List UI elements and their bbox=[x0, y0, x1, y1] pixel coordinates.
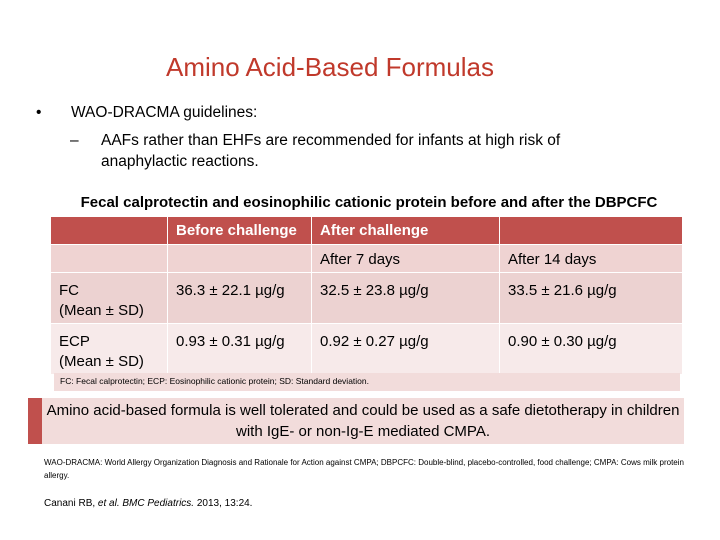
sub-bullet-text: AAFs rather than EHFs are recommended for infants at high risk of anaphylactic reactions. bbox=[101, 132, 561, 170]
row-label-cell: FC (Mean ± SD) bbox=[51, 273, 168, 324]
citation-etal: et al. bbox=[97, 498, 120, 509]
table-caption: Fecal calprotectin and eosinophilic cationic protein before and after the DBPCFC bbox=[80, 194, 658, 211]
subheader-cell: After 14 days bbox=[500, 245, 683, 273]
bullet-list bbox=[36, 104, 621, 172]
header-cell: Before challenge bbox=[168, 217, 312, 245]
table-footnote: FC: Fecal calprotectin; ECP: Eosinophilic cationic protein; SD: Standard deviation. bbox=[54, 373, 680, 391]
citation bbox=[44, 498, 252, 509]
table-row bbox=[51, 273, 683, 324]
results-table bbox=[50, 216, 683, 375]
table-cell: 0.93 ± 0.31 µg/g bbox=[168, 324, 312, 375]
subheader-cell bbox=[51, 245, 168, 273]
slide-title: Amino Acid-Based Formulas bbox=[165, 52, 495, 82]
conclusion-box: Amino acid-based formula is well tolerated and could be used as a safe dietotherapy in children with IgE- or non-Ig-E mediated CMPA. bbox=[28, 398, 684, 444]
row-label-cell: ECP (Mean ± SD) bbox=[51, 324, 168, 375]
citation-details: 2013, 13:24. bbox=[196, 498, 253, 509]
citation-journal: BMC Pediatrics. bbox=[122, 498, 195, 509]
bullet-text: WAO-DRACMA guidelines: bbox=[71, 104, 258, 121]
subheader-cell bbox=[168, 245, 312, 273]
table-cell: 0.90 ± 0.30 µg/g bbox=[500, 324, 683, 375]
bullet-marker: • bbox=[36, 104, 42, 121]
header-cell bbox=[500, 217, 683, 245]
table-cell: 36.3 ± 22.1 µg/g bbox=[168, 273, 312, 324]
table-subheader-row bbox=[51, 245, 683, 273]
abbreviations-note: WAO-DRACMA: World Allergy Organization Diagnosis and Rationale for Action against CMPA; DBPCFC: Double-blind, placebo-controlled, food challenge; CMPA: Cows milk protein allergy. bbox=[44, 458, 684, 480]
table-cell: 32.5 ± 23.8 µg/g bbox=[312, 273, 500, 324]
header-cell bbox=[51, 217, 168, 245]
table-cell: 33.5 ± 21.6 µg/g bbox=[500, 273, 683, 324]
table-cell: 0.92 ± 0.27 µg/g bbox=[312, 324, 500, 375]
bullet-item bbox=[36, 104, 621, 122]
sub-bullet-item bbox=[36, 130, 621, 172]
table-header-row bbox=[51, 217, 683, 245]
citation-authors: Canani RB, bbox=[44, 498, 96, 509]
table-row bbox=[51, 324, 683, 375]
sub-bullet-marker: – bbox=[70, 132, 79, 149]
subheader-cell: After 7 days bbox=[312, 245, 500, 273]
header-cell: After challenge bbox=[312, 217, 500, 245]
